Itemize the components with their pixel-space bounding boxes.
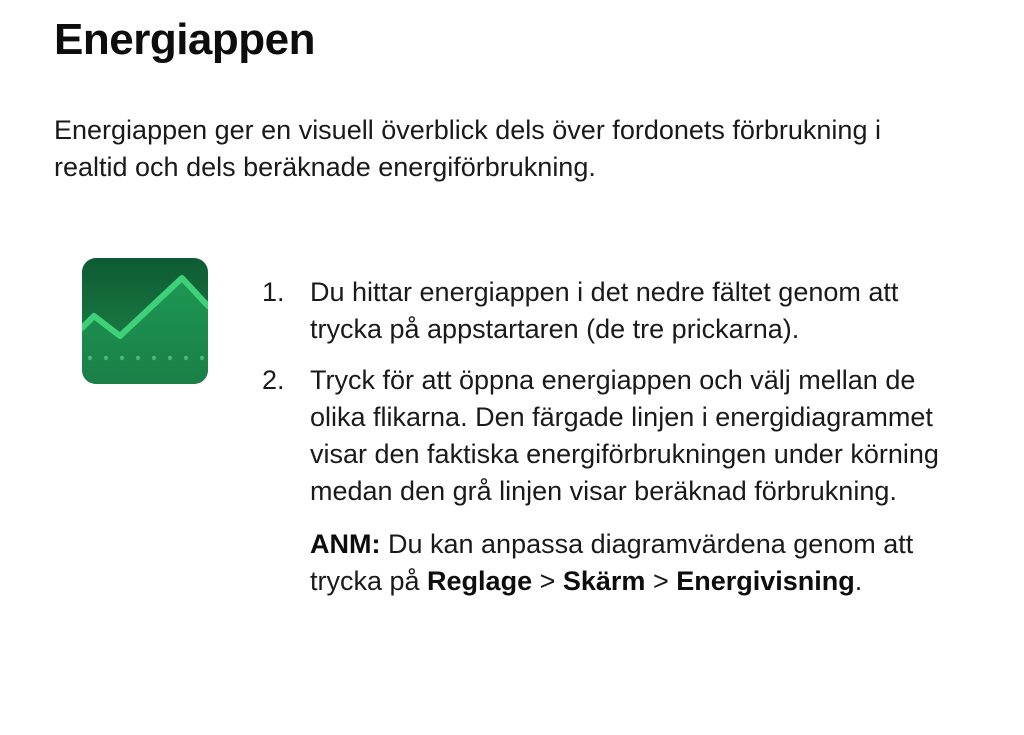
path-separator: > [645, 566, 677, 596]
intro-paragraph: Energiappen ger en visuell överblick dels över fordonets förbrukning i realtid och dels beräknade energiförbrukning. [54, 115, 881, 182]
note-paragraph [310, 526, 962, 600]
settings-path-energivisning: Energivisning [676, 566, 855, 596]
settings-path-reglage: Reglage [427, 566, 533, 596]
step-item-2 [262, 362, 962, 600]
settings-path-skarm: Skärm [562, 566, 646, 596]
step-number: 2. [262, 365, 285, 395]
step-number: 1. [262, 277, 285, 307]
step-text: Du hittar energiappen i det nedre fältet genom att trycka på appstartaren (de tre prickarna). [310, 277, 899, 344]
step-text: Tryck för att öppna energiappen och välj mellan de olika flikarna. Den färgade linjen i energidiagrammet visar den faktiska energiförbrukningen under körning medan den grå linjen visar beräknad förbrukning. [310, 365, 939, 506]
note-label: ANM: [310, 529, 381, 559]
step-item-1 [262, 274, 962, 348]
path-end: . [854, 566, 863, 596]
energy-chart-icon [82, 258, 208, 384]
note-text: Du kan anpassa diagramvärdena genom att trycka på [310, 529, 914, 596]
instruction-steps [262, 274, 962, 600]
path-separator: > [532, 566, 563, 596]
page-title: Energiappen [54, 15, 315, 64]
